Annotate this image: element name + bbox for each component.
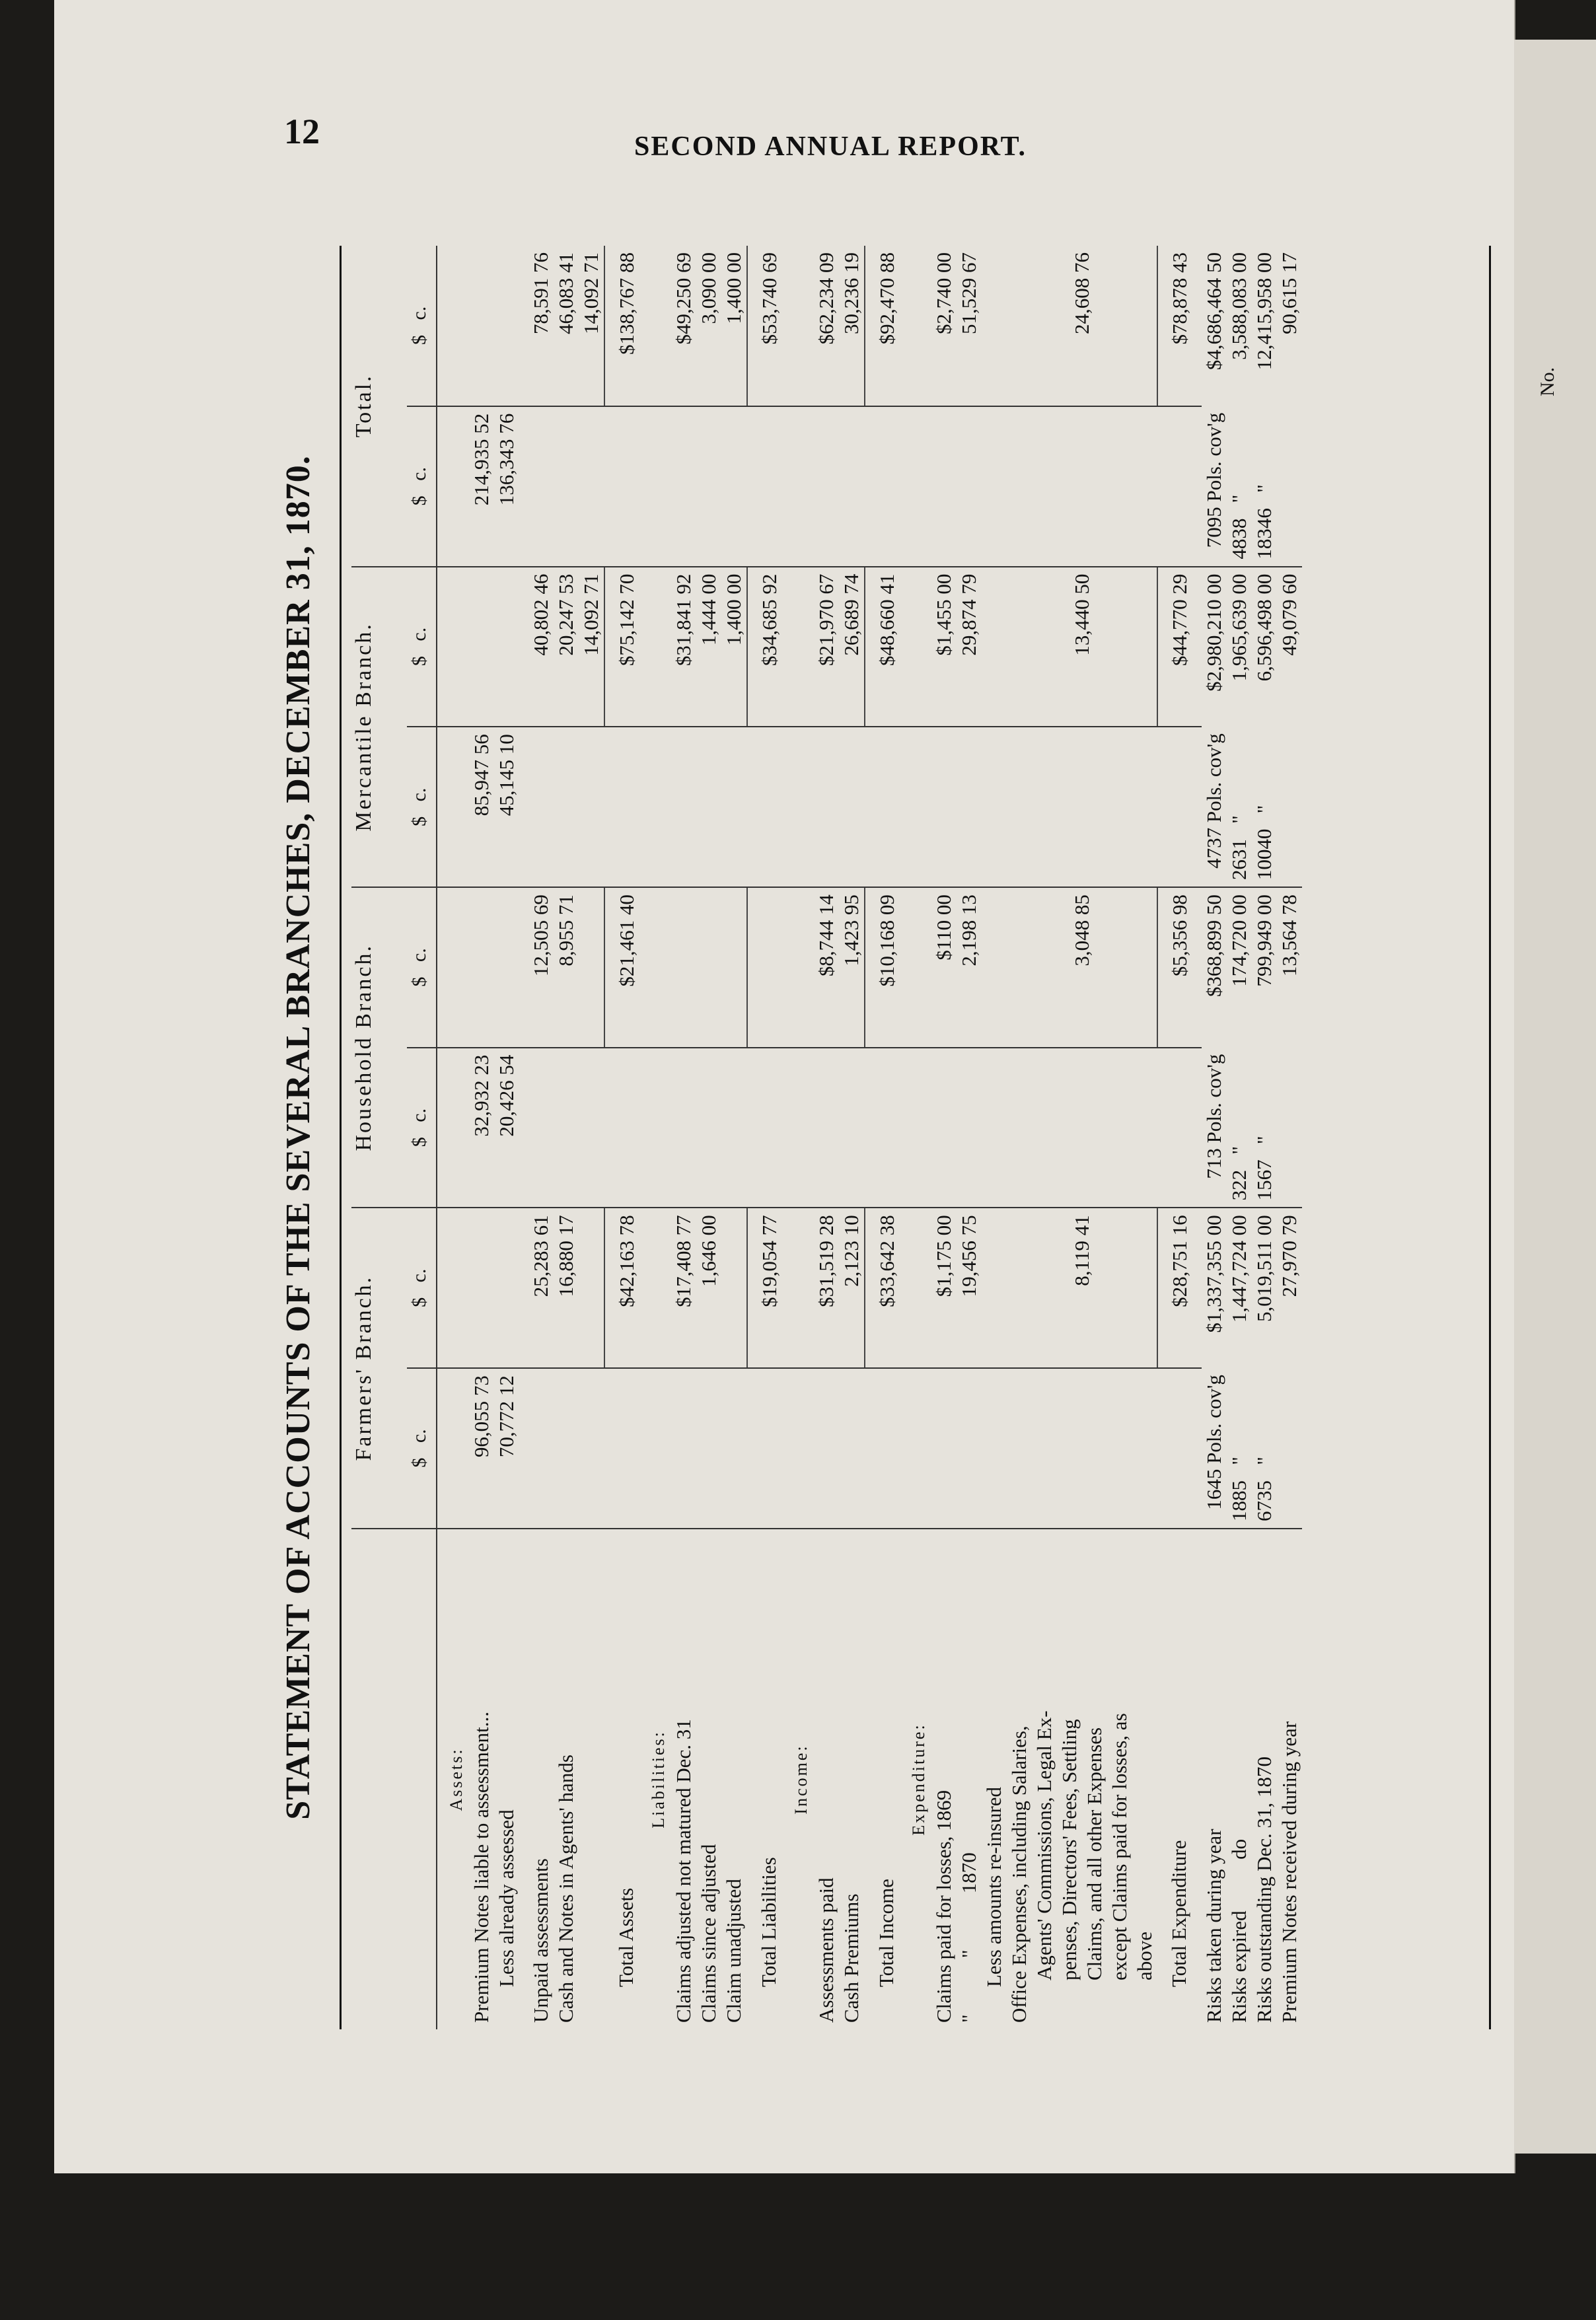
table-row-total: [1157, 246, 1192, 2029]
household-branch-heading: Household Branch.: [351, 887, 407, 1208]
cell-farmers: $31,519 28: [814, 1208, 839, 1368]
cents-unit: c.: [408, 787, 430, 802]
cell-mercantile: 45,145 10: [494, 727, 519, 887]
row-label: Cash and Notes in Agents' hands: [554, 1755, 577, 2023]
cell-total: $78,878 43: [1157, 246, 1192, 406]
cents-unit: c.: [408, 1108, 430, 1122]
cell-total: $2,740 00: [931, 246, 957, 406]
dollar-unit: $: [408, 335, 430, 345]
cents-unit: c.: [408, 467, 430, 481]
table-row: [957, 246, 982, 2029]
row-label: Cash Premiums: [840, 1893, 863, 2023]
cell-mercantile: 20,247 53: [554, 567, 579, 727]
cell-total: 1,400 00: [721, 246, 747, 406]
cell-mercantile: 49,079 60: [1278, 573, 1301, 656]
cell-farmers: $17,408 77: [671, 1208, 696, 1368]
cell-farmers: 70,772 12: [494, 1368, 519, 1529]
policies-household: 1567 ": [1252, 1048, 1277, 1208]
row-label: Premium Notes received during year: [1278, 1721, 1301, 2023]
rotated-statement: [279, 246, 1494, 2029]
policies-household: 713 Pols. cov'g: [1202, 1048, 1227, 1208]
page-number: 12: [284, 112, 320, 151]
cell-household: $10,168 09: [865, 887, 900, 1048]
cell-total: 12,415,958 00: [1252, 252, 1276, 371]
cell-total: 51,529 67: [957, 246, 982, 406]
row-label: Claims paid for losses, 1869: [932, 1790, 955, 2023]
policies-total: 7095 Pols. cov'g: [1202, 406, 1227, 567]
cell-total: 24,608 76: [1007, 246, 1157, 406]
cell-farmers: 1,646 00: [696, 1208, 721, 1368]
cell-household: 13,564 78: [1278, 894, 1301, 977]
cell-farmers: 27,970 79: [1278, 1215, 1301, 1297]
cell-total: $62,234 09: [814, 246, 839, 406]
cell-farmers: 96,055 73: [469, 1368, 494, 1529]
dollar-unit: $: [408, 1297, 430, 1307]
cell-mercantile: 1,965,639 00: [1227, 573, 1251, 682]
cell-household: 799,949 00: [1252, 894, 1276, 987]
table-row: [982, 246, 1007, 2029]
cell-farmers: 8,119 41: [1007, 1208, 1157, 1368]
cell-farmers: 25,283 61: [528, 1208, 554, 1368]
table-row-total: [865, 246, 900, 2029]
cell-total: 3,588,083 00: [1227, 252, 1251, 360]
edge-column-label: No.: [1537, 367, 1558, 396]
adjacent-page-edge: [1514, 40, 1596, 2154]
cell-total: $138,767 88: [604, 246, 639, 406]
table-row: [1202, 246, 1227, 2029]
cell-household: 2,198 13: [957, 887, 982, 1048]
table-row: [721, 246, 747, 2029]
cell-mercantile: 14,092 71: [579, 567, 604, 727]
cents-unit: c.: [408, 1268, 430, 1283]
cell-total: $4,686,464 50: [1202, 252, 1225, 371]
cents-unit: c.: [408, 948, 430, 962]
policies-household: 322 ": [1227, 1048, 1252, 1208]
policies-total: 18346 ": [1252, 406, 1277, 567]
row-label: Claims adjusted not matured Dec. 31: [672, 1719, 695, 2023]
title-rule: [340, 246, 342, 2029]
row-label: Risks taken during year: [1202, 1829, 1225, 2023]
cell-total: $49,250 69: [671, 246, 696, 406]
cell-household: $368,899 50: [1202, 894, 1225, 997]
row-label: Claim unadjusted: [722, 1879, 745, 2023]
row-label: Total Income: [875, 1879, 898, 1987]
row-label: Unpaid assessments: [529, 1858, 552, 2023]
cell-farmers: $42,163 78: [604, 1208, 639, 1368]
dollar-unit: $: [408, 1457, 430, 1468]
cell-household: 12,505 69: [528, 887, 554, 1048]
cell-farmers: 2,123 10: [839, 1208, 865, 1368]
policies-mercantile: 4737 Pols. cov'g: [1202, 727, 1227, 887]
cell-total: 14,092 71: [579, 246, 604, 406]
table-row: [839, 246, 865, 2029]
policies-farmers: 1885 ": [1227, 1368, 1252, 1529]
row-label: Risks outstanding Dec. 31, 1870: [1252, 1757, 1276, 2023]
table-row: [494, 246, 519, 2029]
cell-household: 3,048 85: [1007, 887, 1157, 1048]
table-row: [1277, 246, 1302, 2029]
row-label: Total Liabilities: [757, 1857, 780, 1987]
row-label: Premium Notes liable to assessment...: [470, 1712, 493, 2023]
label-line: Agents' Commissions, Legal Ex-: [1033, 1710, 1056, 1980]
row-label: Claims since adjusted: [697, 1844, 720, 2023]
table-row: [671, 246, 696, 2029]
cents-unit: c.: [408, 627, 430, 641]
cell-mercantile: 1,444 00: [696, 567, 721, 727]
label-line: above: [1133, 1931, 1156, 1980]
table-row: [931, 246, 957, 2029]
cell-farmers: $19,054 77: [747, 1208, 782, 1368]
label-line: Claims, and all other Expenses: [1083, 1727, 1106, 1980]
dollar-unit: $: [408, 816, 430, 826]
policies-mercantile: 2631 ": [1227, 727, 1252, 887]
row-label: Less amounts re-insured: [982, 1786, 1005, 1987]
cell-mercantile: 29,874 79: [957, 567, 982, 727]
policies-farmers: 1645 Pols. cov'g: [1202, 1368, 1227, 1529]
cell-mercantile: 85,947 56: [469, 727, 494, 887]
cell-household: 174,720 00: [1227, 894, 1251, 987]
cell-mercantile: 26,689 74: [839, 567, 865, 727]
cell-mercantile: $44,770 29: [1157, 567, 1192, 727]
section-heading-assets: Assets:: [437, 246, 469, 2029]
cell-mercantile: $34,685 92: [747, 567, 782, 727]
cell-farmers: $1,337,355 00: [1202, 1215, 1225, 1333]
dollar-unit: $: [408, 495, 430, 506]
table-row: [579, 246, 604, 2029]
policies-total: 4838 ": [1227, 406, 1252, 567]
table-row: [469, 246, 494, 2029]
row-label: Total Assets: [614, 1887, 637, 1987]
row-label: " " 1870: [957, 1852, 980, 2023]
unit-header-row: [407, 246, 437, 2029]
policies-mercantile: 10040 ": [1252, 727, 1277, 887]
cell-farmers: $1,175 00: [931, 1208, 957, 1368]
table-row: [1007, 246, 1157, 2029]
cell-household: $110 00: [931, 887, 957, 1048]
row-label: Risks expired do: [1227, 1838, 1251, 2023]
cell-mercantile: 1,400 00: [721, 567, 747, 727]
section-heading-income: Income:: [782, 246, 814, 2029]
cell-total: 90,615 17: [1278, 252, 1301, 334]
cell-mercantile: 6,596,498 00: [1252, 573, 1276, 682]
farmers-branch-heading: Farmers' Branch.: [351, 1208, 407, 1529]
table-row: [1227, 246, 1252, 2029]
row-label: Total Expenditure: [1167, 1840, 1190, 1987]
dollar-unit: $: [408, 976, 430, 987]
page-sheet: [54, 0, 1515, 2173]
cell-total: 214,935 52: [469, 406, 494, 567]
mercantile-branch-heading: Mercantile Branch.: [351, 567, 407, 888]
cell-total: 46,083 41: [554, 246, 579, 406]
dollar-unit: $: [408, 1137, 430, 1147]
cell-mercantile: $75,142 70: [604, 567, 639, 727]
branch-header-row: [351, 246, 407, 2029]
label-line: except Claims paid for losses, as: [1108, 1713, 1131, 1980]
label-line: penses, Directors' Fees, Settling: [1058, 1719, 1081, 1980]
cell-household: 1,423 95: [839, 887, 865, 1048]
cell-mercantile: $31,841 92: [671, 567, 696, 727]
cell-mercantile: $2,980,210 00: [1202, 573, 1225, 692]
dollar-unit: $: [408, 656, 430, 667]
cell-mercantile: $1,455 00: [931, 567, 957, 727]
cell-household: 8,955 71: [554, 887, 579, 1048]
cell-mercantile: $21,970 67: [814, 567, 839, 727]
table-row: [1252, 246, 1277, 2029]
table-row: [528, 246, 554, 2029]
cell-household: $21,461 40: [604, 887, 639, 1048]
statement-title: STATEMENT OF ACCOUNTS OF THE SEVERAL BRANCHES, DECEMBER 31, 1870.: [279, 455, 317, 1820]
cell-mercantile: $48,660 41: [865, 567, 900, 727]
total-heading: Total.: [351, 246, 407, 567]
cell-household: 32,932 23: [469, 1048, 494, 1208]
cell-farmers: 16,880 17: [554, 1208, 579, 1368]
cents-unit: c.: [408, 1429, 430, 1443]
table-row-total: [747, 246, 782, 2029]
cell-total: $92,470 88: [865, 246, 900, 406]
cell-total: 136,343 76: [494, 406, 519, 567]
table-row: [814, 246, 839, 2029]
row-label: Assessments paid: [815, 1877, 838, 2023]
cell-farmers: 1,447,724 00: [1227, 1215, 1251, 1323]
cell-total: 78,591 76: [528, 246, 554, 406]
bottom-rule: [1489, 246, 1491, 2029]
cell-total: 30,236 19: [839, 246, 865, 406]
cell-total: 3,090 00: [696, 246, 721, 406]
table-row: [696, 246, 721, 2029]
cell-farmers: 5,019,511 00: [1252, 1215, 1276, 1323]
cell-total: $53,740 69: [747, 246, 782, 406]
row-label-multiline: [1007, 1529, 1157, 2029]
cell-household: $5,356 98: [1157, 887, 1192, 1048]
table-row-total: [604, 246, 639, 2029]
cell-mercantile: 40,802 46: [528, 567, 554, 727]
cell-farmers: 19,456 75: [957, 1208, 982, 1368]
cents-unit: c.: [408, 306, 430, 320]
cell-household: $8,744 14: [814, 887, 839, 1048]
section-heading-expenditure: Expenditure:: [900, 246, 931, 2029]
cell-farmers: $28,751 16: [1157, 1208, 1192, 1368]
table-row: [554, 246, 579, 2029]
label-line: Office Expenses, including Salaries,: [1007, 1725, 1031, 2023]
section-heading-liabilities: Liabilities:: [639, 246, 671, 2029]
cell-household: 20,426 54: [494, 1048, 519, 1208]
row-label: Less already assessed: [495, 1809, 518, 1987]
running-head: SECOND ANNUAL REPORT.: [634, 131, 1027, 162]
cell-mercantile: 13,440 50: [1007, 567, 1157, 727]
cell-farmers: $33,642 38: [865, 1208, 900, 1368]
policies-farmers: 6735 ": [1252, 1368, 1277, 1529]
accounts-table: [351, 246, 1302, 2029]
